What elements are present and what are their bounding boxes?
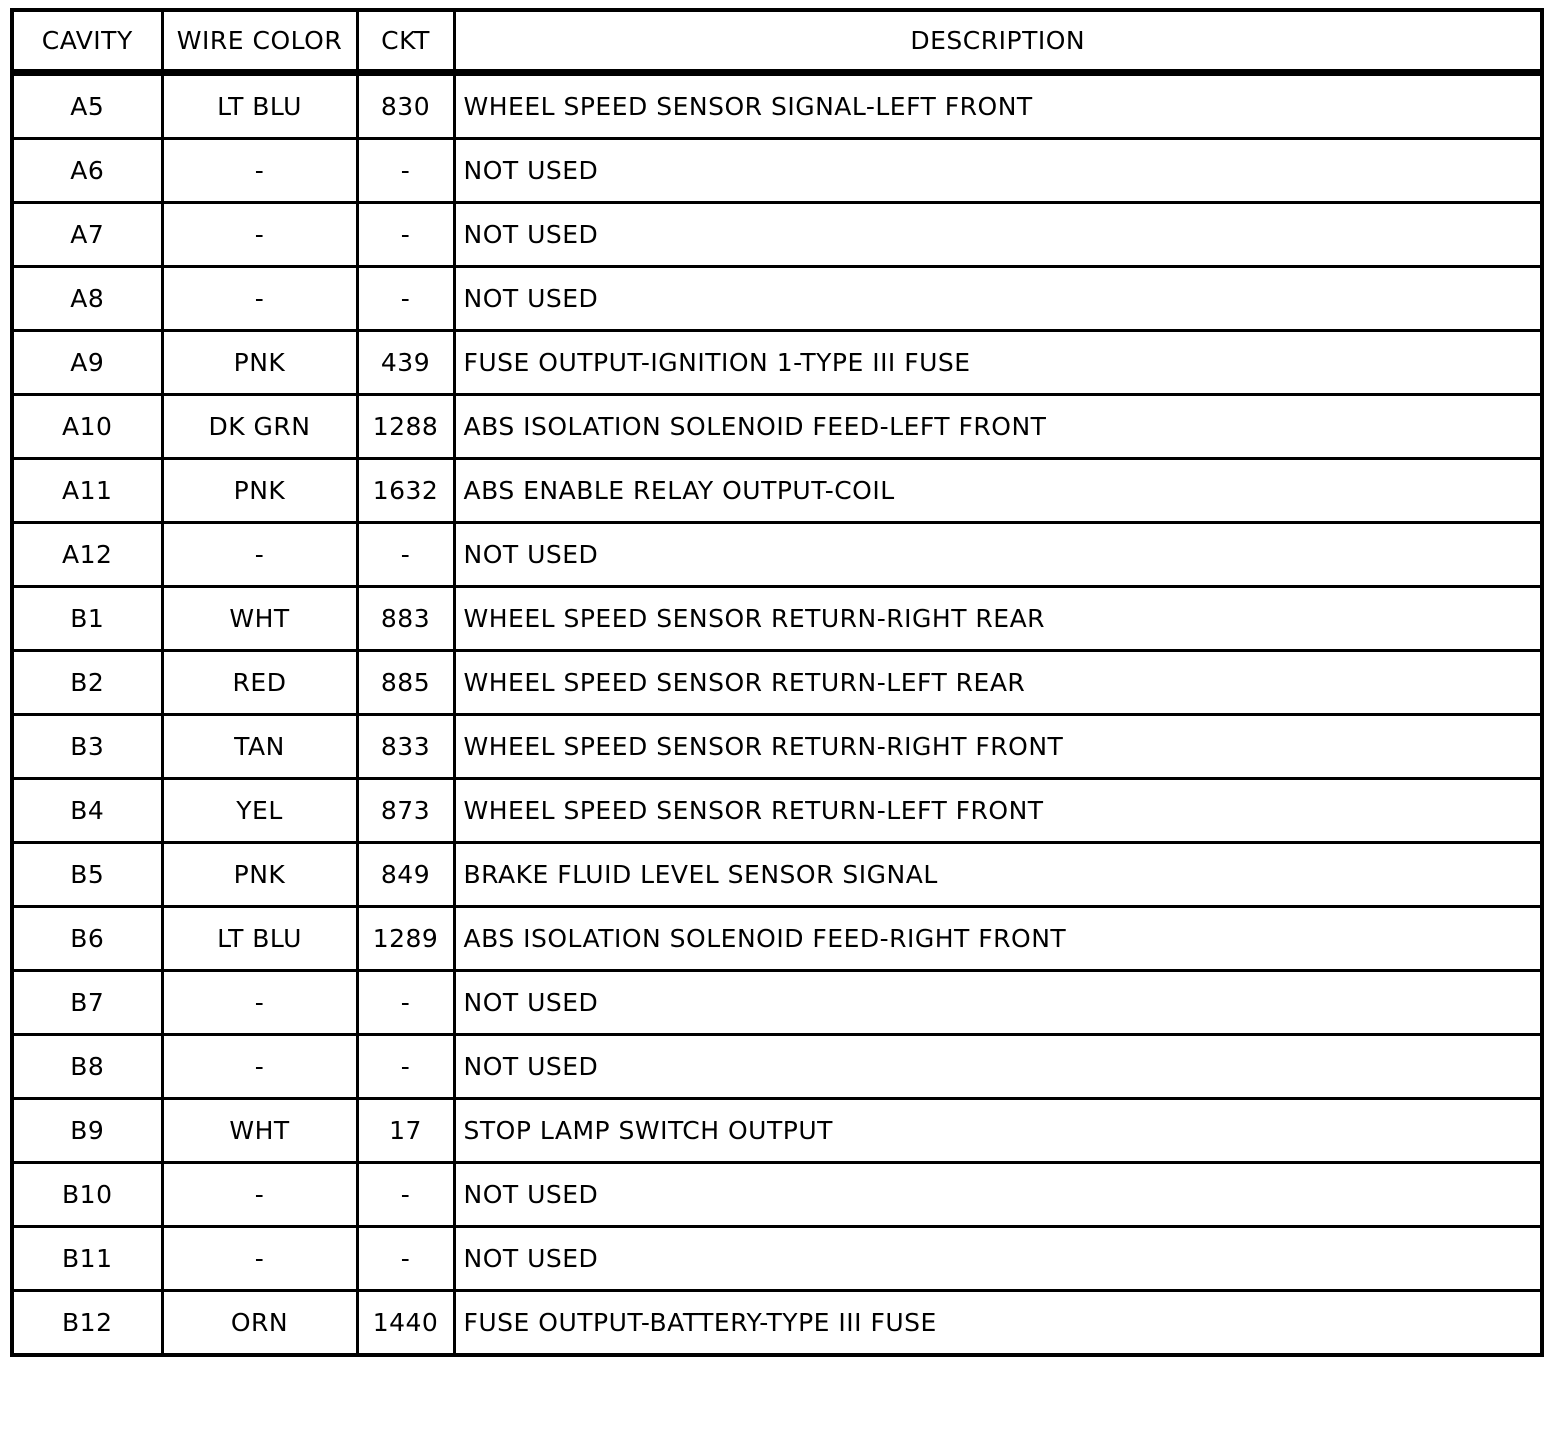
table-row: [12, 203, 1542, 267]
cell-wire-color: WHT: [162, 587, 357, 651]
table-row: [12, 715, 1542, 779]
cell-ckt: -: [357, 203, 454, 267]
cell-description: NOT USED: [454, 1163, 1542, 1227]
cell-cavity: B8: [12, 1035, 162, 1099]
cell-description: NOT USED: [454, 1227, 1542, 1291]
cell-cavity: B4: [12, 779, 162, 843]
cell-description: NOT USED: [454, 523, 1542, 587]
cell-wire-color: RED: [162, 651, 357, 715]
connector-pinout-table: [10, 8, 1544, 1357]
cell-ckt: 833: [357, 715, 454, 779]
cell-wire-color: -: [162, 267, 357, 331]
table-row: [12, 459, 1542, 523]
cell-ckt: 830: [357, 73, 454, 139]
table-row: [12, 779, 1542, 843]
cell-ckt: 883: [357, 587, 454, 651]
cell-description: ABS ENABLE RELAY OUTPUT-COIL: [454, 459, 1542, 523]
cell-description: ABS ISOLATION SOLENOID FEED-RIGHT FRONT: [454, 907, 1542, 971]
cell-cavity: A11: [12, 459, 162, 523]
cell-wire-color: LT BLU: [162, 73, 357, 139]
table-row: [12, 651, 1542, 715]
table-row: [12, 139, 1542, 203]
cell-description: NOT USED: [454, 203, 1542, 267]
cell-description: STOP LAMP SWITCH OUTPUT: [454, 1099, 1542, 1163]
cell-cavity: B5: [12, 843, 162, 907]
cell-wire-color: -: [162, 1035, 357, 1099]
cell-wire-color: PNK: [162, 843, 357, 907]
table-row: [12, 1099, 1542, 1163]
cell-description: WHEEL SPEED SENSOR RETURN-RIGHT REAR: [454, 587, 1542, 651]
table-row: [12, 971, 1542, 1035]
cell-cavity: A8: [12, 267, 162, 331]
header-ckt: CKT: [357, 10, 454, 73]
cell-ckt: -: [357, 1163, 454, 1227]
cell-wire-color: LT BLU: [162, 907, 357, 971]
cell-wire-color: DK GRN: [162, 395, 357, 459]
header-description: DESCRIPTION: [454, 10, 1542, 73]
cell-ckt: 885: [357, 651, 454, 715]
table-row: [12, 907, 1542, 971]
cell-wire-color: PNK: [162, 331, 357, 395]
cell-ckt: 873: [357, 779, 454, 843]
header-cavity: CAVITY: [12, 10, 162, 73]
cell-ckt: -: [357, 267, 454, 331]
table-row: [12, 73, 1542, 139]
cell-wire-color: PNK: [162, 459, 357, 523]
cell-cavity: A12: [12, 523, 162, 587]
cell-cavity: B12: [12, 1291, 162, 1356]
cell-ckt: 1288: [357, 395, 454, 459]
cell-cavity: A10: [12, 395, 162, 459]
table-body: [12, 73, 1542, 1356]
cell-description: ABS ISOLATION SOLENOID FEED-LEFT FRONT: [454, 395, 1542, 459]
cell-description: NOT USED: [454, 1035, 1542, 1099]
table-row: [12, 523, 1542, 587]
cell-cavity: B3: [12, 715, 162, 779]
cell-wire-color: -: [162, 523, 357, 587]
cell-ckt: 439: [357, 331, 454, 395]
cell-cavity: A5: [12, 73, 162, 139]
cell-cavity: B11: [12, 1227, 162, 1291]
cell-description: BRAKE FLUID LEVEL SENSOR SIGNAL: [454, 843, 1542, 907]
cell-ckt: 1440: [357, 1291, 454, 1356]
cell-description: FUSE OUTPUT-BATTERY-TYPE III FUSE: [454, 1291, 1542, 1356]
cell-ckt: -: [357, 139, 454, 203]
cell-description: FUSE OUTPUT-IGNITION 1-TYPE III FUSE: [454, 331, 1542, 395]
cell-wire-color: YEL: [162, 779, 357, 843]
cell-cavity: A9: [12, 331, 162, 395]
cell-wire-color: -: [162, 971, 357, 1035]
cell-cavity: B2: [12, 651, 162, 715]
cell-cavity: B6: [12, 907, 162, 971]
table-row: [12, 843, 1542, 907]
cell-cavity: B7: [12, 971, 162, 1035]
table-row: [12, 1227, 1542, 1291]
table-row: [12, 395, 1542, 459]
table-row: [12, 1291, 1542, 1356]
cell-ckt: -: [357, 1035, 454, 1099]
table-row: [12, 1035, 1542, 1099]
cell-description: WHEEL SPEED SENSOR SIGNAL-LEFT FRONT: [454, 73, 1542, 139]
cell-description: WHEEL SPEED SENSOR RETURN-RIGHT FRONT: [454, 715, 1542, 779]
cell-description: NOT USED: [454, 139, 1542, 203]
cell-cavity: B1: [12, 587, 162, 651]
table-row: [12, 267, 1542, 331]
cell-wire-color: -: [162, 203, 357, 267]
cell-description: WHEEL SPEED SENSOR RETURN-LEFT REAR: [454, 651, 1542, 715]
cell-ckt: 849: [357, 843, 454, 907]
cell-ckt: 17: [357, 1099, 454, 1163]
table-row: [12, 587, 1542, 651]
cell-description: NOT USED: [454, 267, 1542, 331]
table-row: [12, 1163, 1542, 1227]
table-header-row: [12, 10, 1542, 73]
cell-cavity: B10: [12, 1163, 162, 1227]
cell-description: WHEEL SPEED SENSOR RETURN-LEFT FRONT: [454, 779, 1542, 843]
cell-ckt: -: [357, 1227, 454, 1291]
cell-cavity: A6: [12, 139, 162, 203]
cell-description: NOT USED: [454, 971, 1542, 1035]
cell-cavity: A7: [12, 203, 162, 267]
cell-ckt: 1289: [357, 907, 454, 971]
cell-ckt: -: [357, 971, 454, 1035]
cell-wire-color: WHT: [162, 1099, 357, 1163]
cell-ckt: 1632: [357, 459, 454, 523]
cell-wire-color: ORN: [162, 1291, 357, 1356]
table-row: [12, 331, 1542, 395]
header-wire-color: WIRE COLOR: [162, 10, 357, 73]
cell-ckt: -: [357, 523, 454, 587]
cell-wire-color: -: [162, 1163, 357, 1227]
cell-wire-color: TAN: [162, 715, 357, 779]
cell-cavity: B9: [12, 1099, 162, 1163]
cell-wire-color: -: [162, 139, 357, 203]
cell-wire-color: -: [162, 1227, 357, 1291]
